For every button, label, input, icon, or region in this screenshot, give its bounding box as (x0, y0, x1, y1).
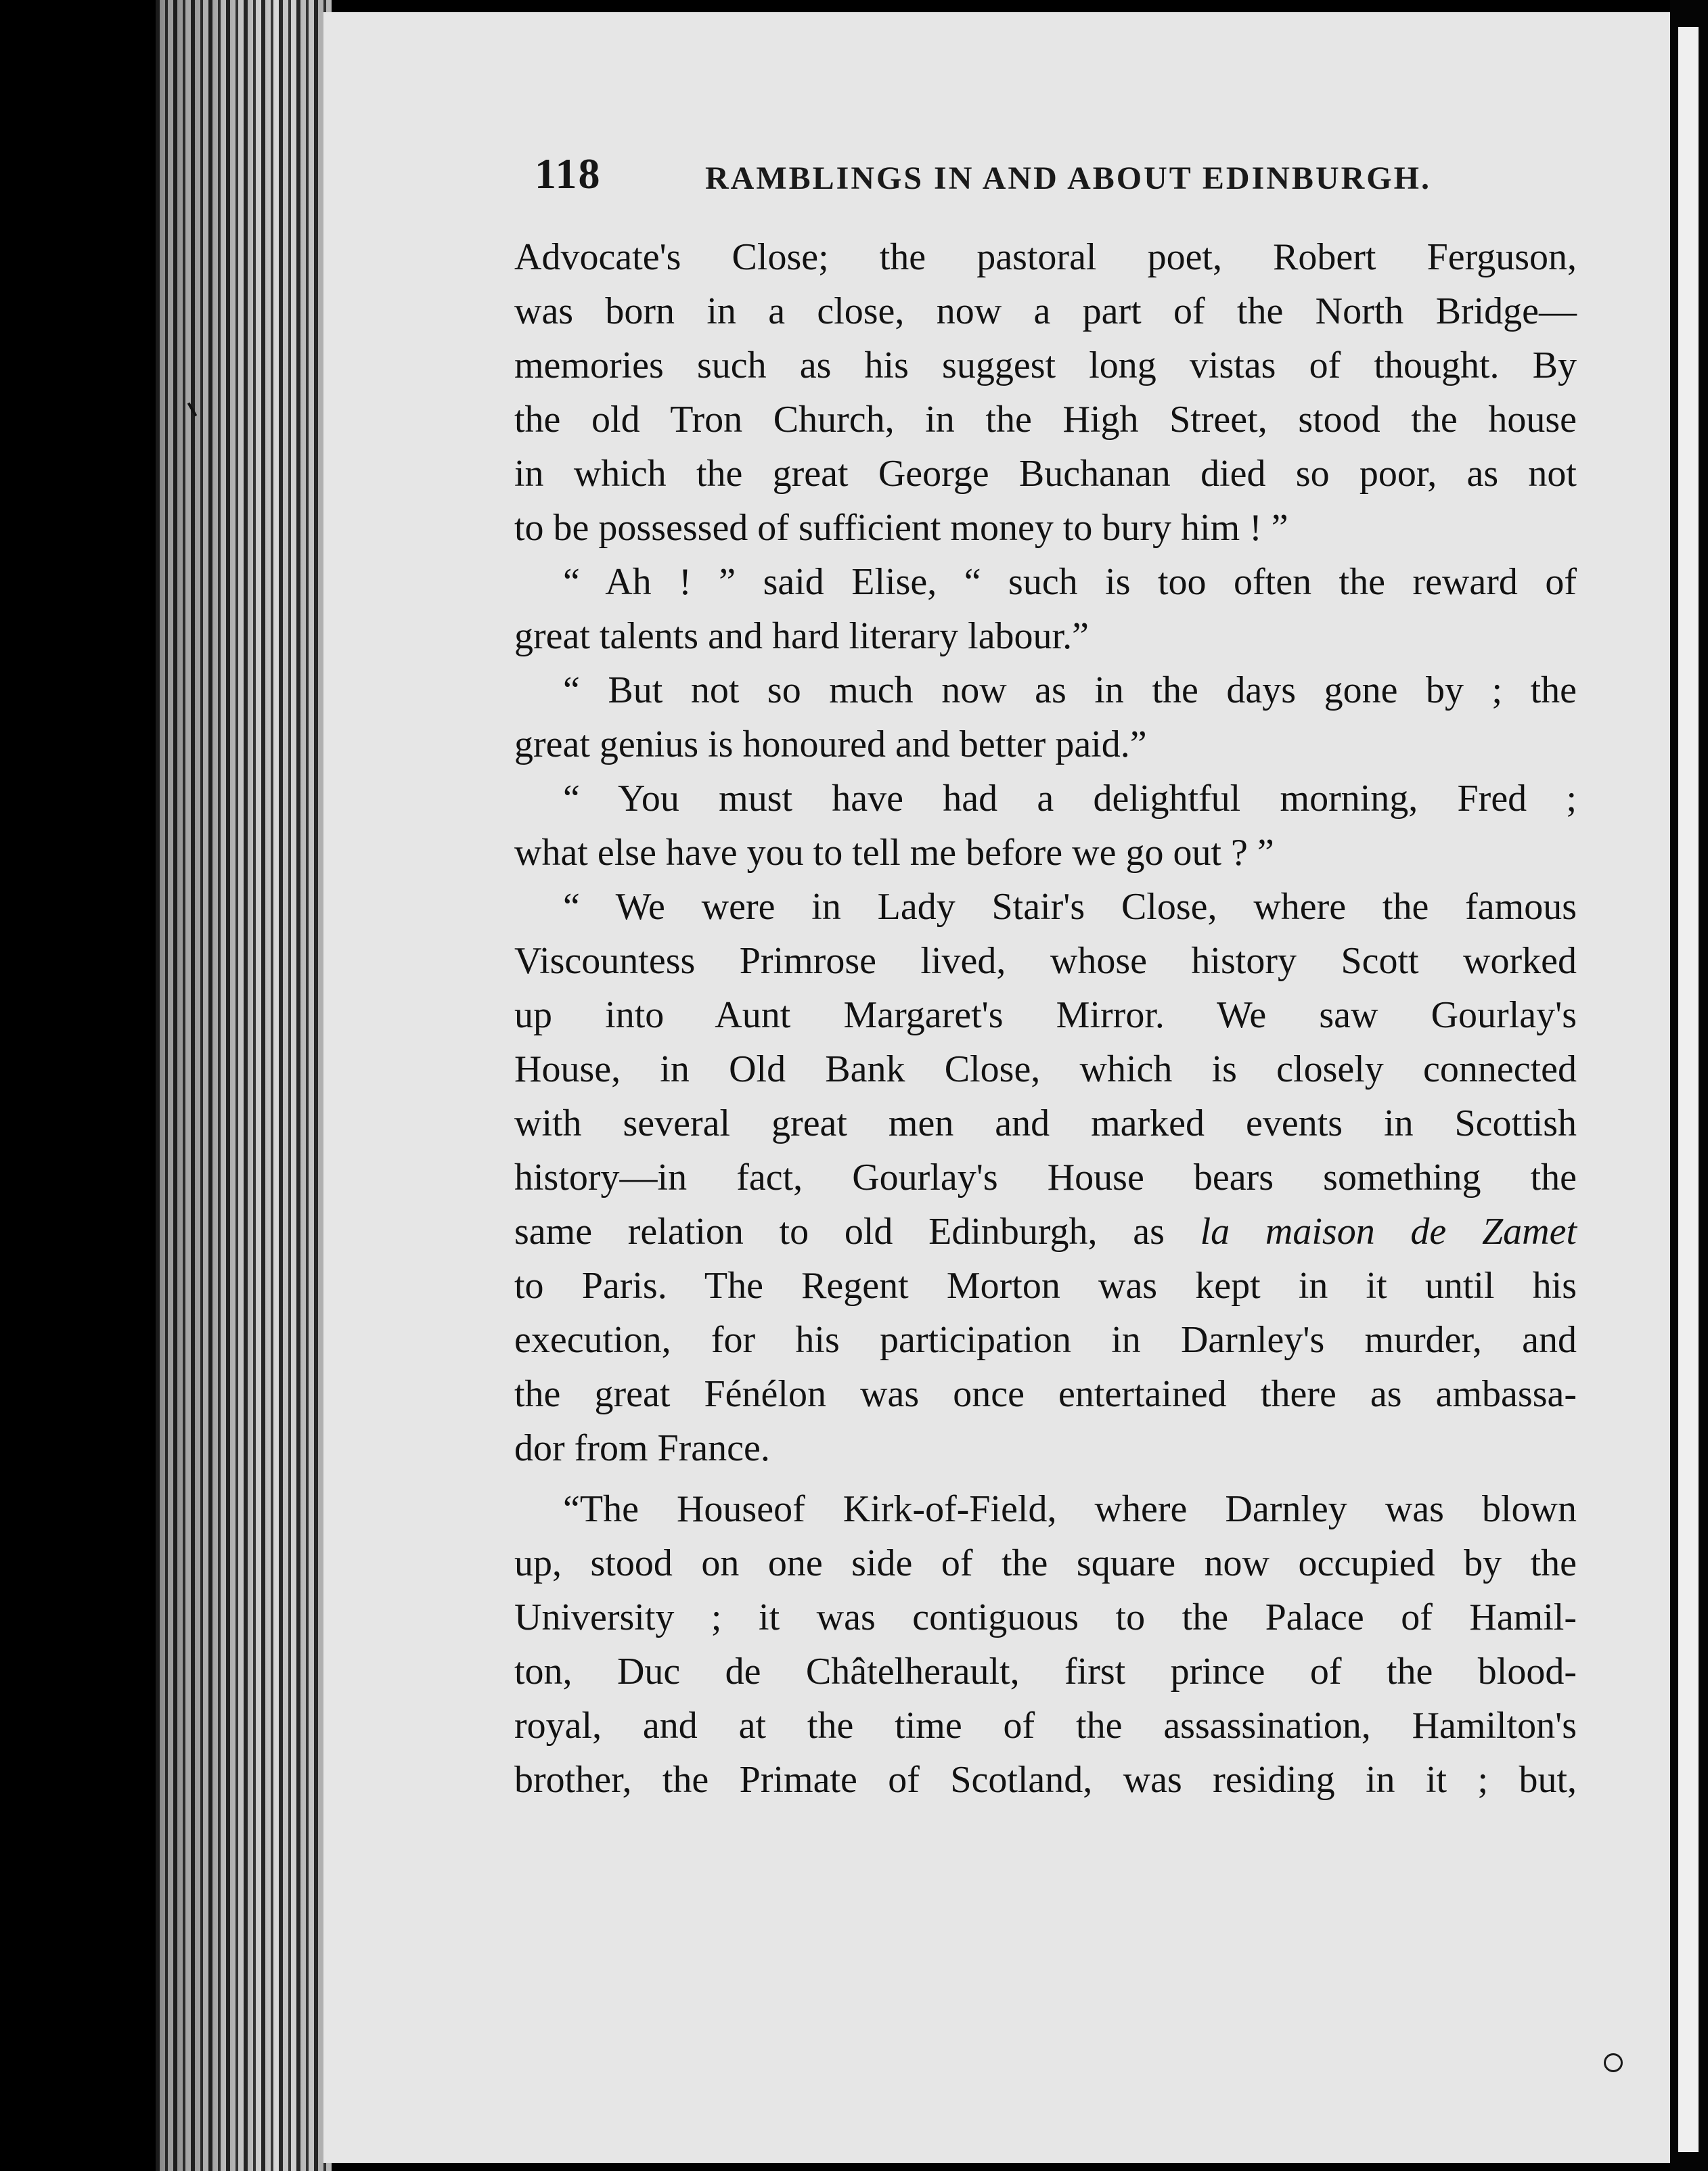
text-line: “ Ah ! ” said Elise, “ such is too often the reward of (563, 561, 1577, 603)
text-line: University ; it was contiguous to the Palace of Hamil- (514, 1596, 1577, 1638)
text-line: was born in a close, now a part of the North Bridge— (514, 290, 1577, 332)
text-line: the great Fénélon was once entertained there as ambassa- (514, 1373, 1577, 1415)
text-line: up into Aunt Margaret's Mirror. We saw Gourlay's (514, 994, 1577, 1036)
text-line: memories such as his suggest long vistas of thought. By (514, 344, 1577, 386)
page-header (535, 149, 1441, 210)
text-line-with-italic (514, 1205, 1577, 1259)
text-line: great genius is honoured and better paid.” (514, 723, 1147, 765)
text-line: “ But not so much now as in the days gone by ; the (563, 669, 1577, 711)
text-line: execution, for his participation in Darnley's murder, and (514, 1319, 1577, 1361)
text-line: Viscountess Primrose lived, whose history Scott worked (514, 940, 1577, 982)
page-number: 118 (535, 150, 602, 198)
body-text (514, 230, 1577, 1807)
running-title: RAMBLINGS IN AND ABOUT EDINBURGH. (705, 160, 1431, 196)
text-line: up, stood on one side of the square now occupied by the (514, 1542, 1577, 1584)
text-line: the old Tron Church, in the High Street, stood the house (514, 399, 1577, 441)
text-line: great talents and hard literary labour.” (514, 615, 1089, 657)
text-line: what else have you to tell me before we go out ? ” (514, 832, 1274, 874)
italic-phrase: la maison de Zamet (1200, 1211, 1577, 1253)
text-line: “ You must have had a delightful morning, Fred ; (563, 778, 1577, 820)
corner-ring-mark (1604, 2053, 1623, 2072)
text-line: Advocate's Close; the pastoral poet, Robert Ferguson, (514, 236, 1577, 278)
text-line: “The Houseof Kirk-of-Field, where Darnley was blown (563, 1488, 1577, 1530)
facing-page-strip (1678, 27, 1699, 2152)
text-line: ton, Duc de Châtelherault, first prince of the blood- (514, 1651, 1577, 1693)
text-line: in which the great George Buchanan died so poor, as not (514, 453, 1577, 495)
text-line: royal, and at the time of the assassination, Hamilton's (514, 1705, 1577, 1747)
text-line: brother, the Primate of Scotland, was residing in it ; but, (514, 1759, 1577, 1801)
text-line: to be possessed of sufficient money to bury him ! ” (514, 507, 1288, 549)
text-line: history—in fact, Gourlay's House bears something the (514, 1157, 1577, 1199)
text-line: House, in Old Bank Close, which is closely connected (514, 1048, 1577, 1090)
text-fragment: same relation to old Edinburgh, as (514, 1211, 1165, 1253)
page-stack-shadow (156, 0, 332, 2171)
text-line: with several great men and marked events in Scottish (514, 1102, 1577, 1144)
text-line: dor from France. (514, 1427, 770, 1469)
text-line: “ We were in Lady Stair's Close, where the famous (563, 886, 1577, 928)
text-line: to Paris. The Regent Morton was kept in it until his (514, 1265, 1577, 1307)
